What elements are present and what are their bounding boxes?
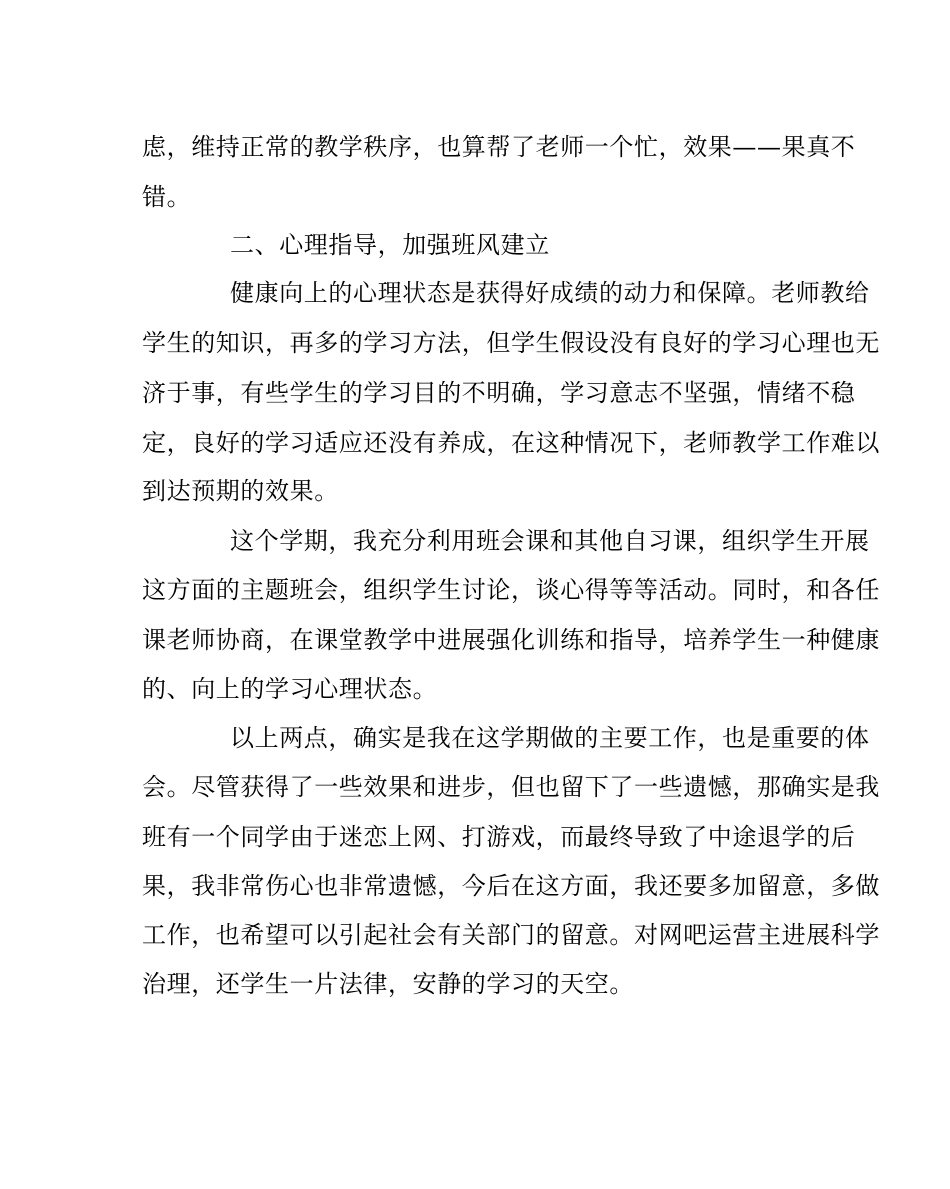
text-line: 工作，也希望可以引起社会有关部门的留意。对网吧运营主进展科学 bbox=[142, 921, 880, 949]
text-line: 济于事，有些学生的学习目的不明确，学习意志不坚强，情绪不稳 bbox=[142, 379, 856, 407]
text-line: 定，良好的学习适应还没有养成，在这种情况下，老师教学工作难以 bbox=[142, 429, 880, 457]
section-heading: 二、心理指导，加强班风建立 bbox=[230, 231, 550, 259]
text-line: 这方面的主题班会，组织学生讨论，谈心得等等活动。同时，和各任 bbox=[142, 576, 880, 604]
text-line: 健康向上的心理状态是获得好成绩的动力和保障。老师教给 bbox=[230, 279, 870, 307]
text-line: 错。 bbox=[142, 183, 192, 211]
text-line: 会。尽管获得了一些效果和进步，但也留下了一些遗憾，那确实是我 bbox=[142, 773, 880, 801]
text-line: 学生的知识，再多的学习方法，但学生假设没有良好的学习心理也无 bbox=[142, 329, 880, 357]
text-line: 治理，还学生一片法律，安静的学习的天空。 bbox=[142, 970, 634, 998]
text-line: 这个学期，我充分利用班会课和其他自习课，组织学生开展 bbox=[230, 527, 870, 555]
text-line: 虑，维持正常的教学秩序，也算帮了老师一个忙，效果——果真不 bbox=[142, 133, 856, 161]
text-line: 课老师协商，在课堂教学中进展强化训练和指导，培养学生一种健康 bbox=[142, 626, 880, 654]
text-line: 以上两点，确实是我在这学期做的主要工作，也是重要的体 bbox=[230, 724, 870, 752]
text-line: 班有一个同学由于迷恋上网、打游戏，而最终导致了中途退学的后 bbox=[142, 823, 856, 851]
text-line: 到达预期的效果。 bbox=[142, 477, 339, 505]
text-line: 果，我非常伤心也非常遗憾，今后在这方面，我还要多加留意，多做 bbox=[142, 872, 880, 900]
text-line: 的、向上的学习心理状态。 bbox=[142, 675, 438, 703]
